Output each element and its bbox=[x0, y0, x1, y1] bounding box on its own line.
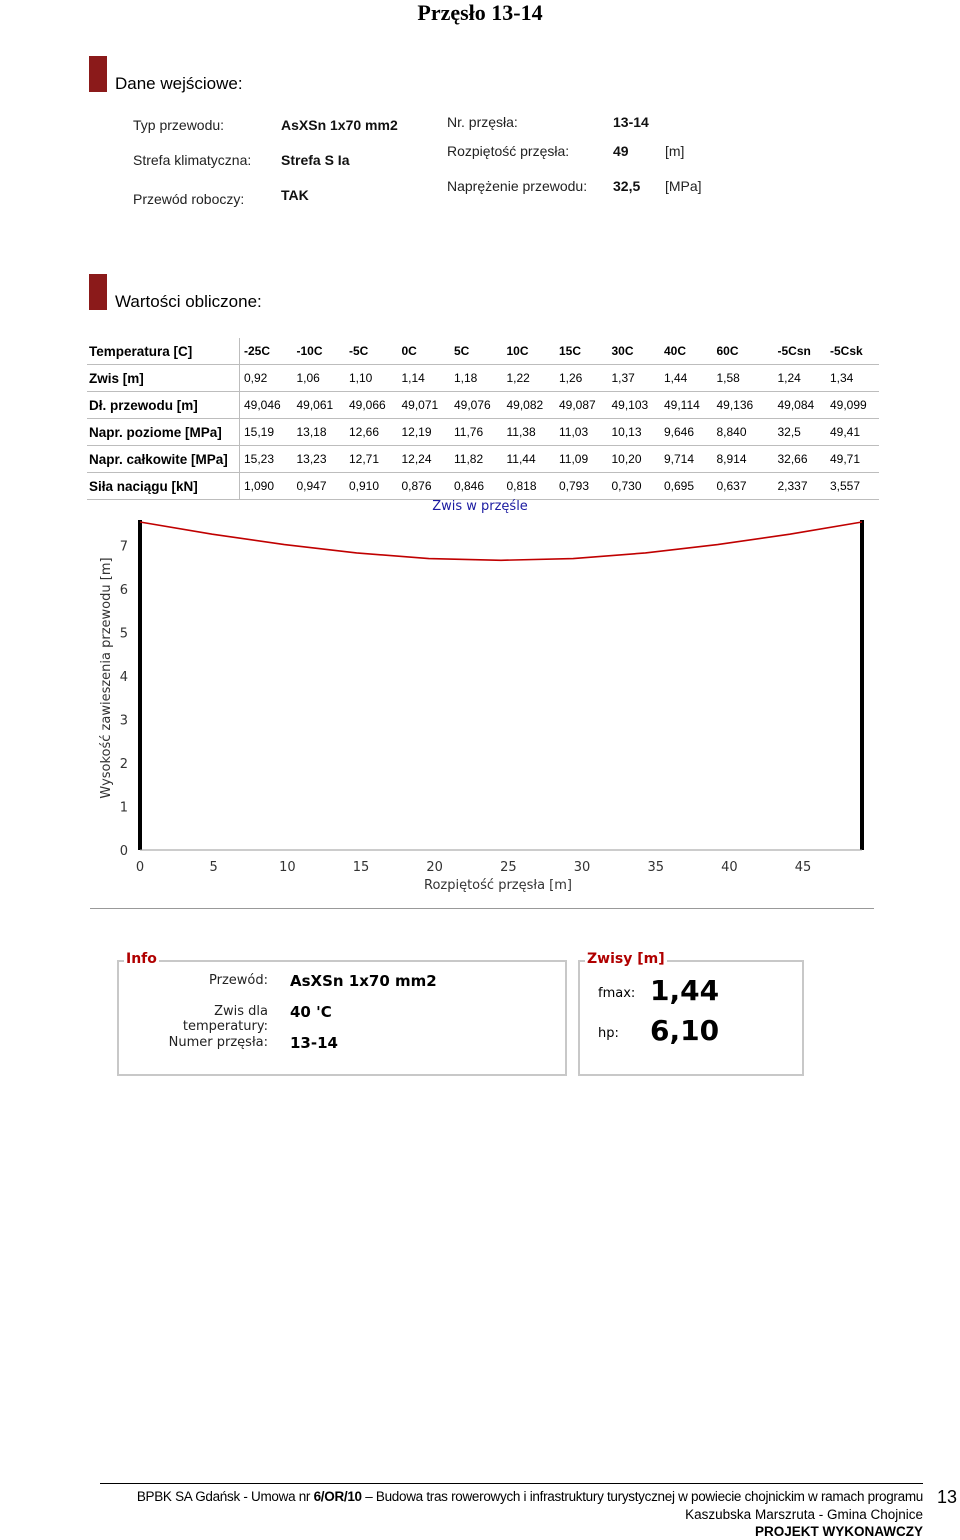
table-cell: 0,92 bbox=[240, 365, 293, 392]
table-cell: 32,5 bbox=[774, 419, 827, 446]
sag-box-legend: Zwisy [m] bbox=[587, 951, 665, 967]
table-cell: -10C bbox=[293, 338, 346, 365]
table-cell: 0C bbox=[398, 338, 451, 365]
table-cell: -5Csn bbox=[774, 338, 827, 365]
info-box-legend: Info bbox=[126, 951, 157, 967]
sag-chart bbox=[90, 492, 880, 902]
table-cell: 0,730 bbox=[608, 473, 661, 500]
table-cell: 49,076 bbox=[450, 392, 503, 419]
y-tick-label: 7 bbox=[119, 539, 128, 555]
table-cell: -5Csk bbox=[826, 338, 879, 365]
table-cell: 11,44 bbox=[503, 446, 556, 473]
table-cell: 1,24 bbox=[774, 365, 827, 392]
input-label-type: Typ przewodu: bbox=[133, 117, 225, 133]
hp-label: hp: bbox=[598, 1026, 619, 1041]
input-value-climate: Strefa S Ia bbox=[281, 152, 350, 168]
fmax-label: fmax: bbox=[598, 986, 636, 1001]
table-cell: 0,793 bbox=[555, 473, 608, 500]
input-value-span-length: 49 bbox=[613, 143, 629, 159]
table-cell: 15,19 bbox=[240, 419, 293, 446]
table-cell: 13,23 bbox=[293, 446, 346, 473]
section-input-title: Dane wejściowe: bbox=[115, 74, 243, 93]
table-row-label: Napr. całkowite [MPa] bbox=[87, 446, 240, 473]
chart-bottom-divider bbox=[90, 908, 874, 909]
table-cell: 32,66 bbox=[774, 446, 827, 473]
info-label-span: Numer przęsła: bbox=[168, 1035, 268, 1050]
table-cell: 1,26 bbox=[555, 365, 608, 392]
section-results-title: Wartości obliczone: bbox=[115, 292, 262, 311]
footer-line-3: PROJEKT WYKONAWCZY bbox=[754, 1524, 923, 1539]
table-cell: 0,637 bbox=[713, 473, 774, 500]
table-cell: -5C bbox=[345, 338, 398, 365]
table-cell: 60C bbox=[713, 338, 774, 365]
input-value-span-number: 13-14 bbox=[613, 114, 649, 130]
table-cell: 40C bbox=[660, 338, 713, 365]
table-cell: 1,14 bbox=[398, 365, 451, 392]
table-cell: -25C bbox=[240, 338, 293, 365]
table-row-label: Dł. przewodu [m] bbox=[87, 392, 240, 419]
info-value-span: 13-14 bbox=[290, 1034, 338, 1052]
page-number: 13 bbox=[937, 1487, 958, 1507]
page-title: Przęsło 13-14 bbox=[417, 0, 543, 25]
table-row bbox=[87, 365, 879, 392]
x-tick-label: 40 bbox=[721, 860, 738, 875]
table-row bbox=[87, 419, 879, 446]
table-cell: 13,18 bbox=[293, 419, 346, 446]
y-tick-label: 5 bbox=[119, 626, 128, 642]
table-cell: 1,22 bbox=[503, 365, 556, 392]
table-cell: 49,082 bbox=[503, 392, 556, 419]
x-tick-label: 15 bbox=[352, 860, 370, 875]
input-value-working: TAK bbox=[281, 187, 309, 203]
section-marker bbox=[89, 56, 107, 92]
table-cell: 0,876 bbox=[398, 473, 451, 500]
table-cell: 49,087 bbox=[555, 392, 608, 419]
chart-x-axis-label: Rozpiętość przęsła [m] bbox=[424, 878, 572, 893]
table-row bbox=[87, 392, 879, 419]
table-cell: 0,947 bbox=[293, 473, 346, 500]
y-tick-label: 6 bbox=[119, 583, 128, 598]
table-cell: 11,76 bbox=[450, 419, 503, 446]
table-cell: 49,071 bbox=[398, 392, 451, 419]
y-tick-label: 4 bbox=[119, 670, 128, 685]
table-row-label: Siła naciągu [kN] bbox=[87, 473, 240, 500]
table-cell: 15,23 bbox=[240, 446, 293, 473]
hp-value: 6,10 bbox=[650, 1014, 720, 1047]
table-cell: 12,71 bbox=[345, 446, 398, 473]
info-value-conductor: AsXSn 1x70 mm2 bbox=[290, 972, 437, 990]
table-cell: 12,19 bbox=[398, 419, 451, 446]
x-tick-label: 45 bbox=[794, 860, 812, 875]
x-tick-label: 35 bbox=[647, 860, 664, 875]
table-cell: 1,10 bbox=[345, 365, 398, 392]
footer-text-c: – Budowa tras rowerowych i infrastruktury turystycznej w powiecie chojnickim w ramach programu bbox=[361, 1489, 923, 1504]
table-cell: 0,695 bbox=[660, 473, 713, 500]
table-row-label: Temperatura [C] bbox=[87, 338, 240, 365]
y-tick-label: 0 bbox=[119, 844, 128, 859]
table-cell: 8,914 bbox=[713, 446, 774, 473]
table-row-label: Napr. poziome [MPa] bbox=[87, 419, 240, 446]
input-value-type: AsXSn 1x70 mm2 bbox=[281, 117, 398, 133]
x-tick-label: 25 bbox=[500, 860, 517, 875]
info-label-temperature: Zwis dla temperatury: bbox=[182, 1004, 268, 1034]
x-tick-label: 10 bbox=[279, 860, 296, 875]
results-table bbox=[87, 338, 879, 500]
table-cell: 5C bbox=[450, 338, 503, 365]
input-label-tension: Naprężenie przewodu: bbox=[447, 178, 588, 194]
table-cell: 1,090 bbox=[240, 473, 293, 500]
table-cell: 49,084 bbox=[774, 392, 827, 419]
input-unit-tension: [MPa] bbox=[665, 178, 702, 194]
input-label-climate: Strefa klimatyczna: bbox=[133, 152, 252, 168]
input-label-span-number: Nr. przęsła: bbox=[447, 114, 518, 130]
input-label-span-length: Rozpiętość przęsła: bbox=[447, 143, 570, 159]
table-cell: 9,646 bbox=[660, 419, 713, 446]
table-cell: 15C bbox=[555, 338, 608, 365]
table-cell: 49,103 bbox=[608, 392, 661, 419]
table-cell: 0,818 bbox=[503, 473, 556, 500]
chart-title: Zwis w przęśle bbox=[432, 499, 528, 514]
table-cell: 11,03 bbox=[555, 419, 608, 446]
input-label-working: Przewód roboczy: bbox=[133, 191, 245, 207]
table-cell: 9,714 bbox=[660, 446, 713, 473]
chart-y-axis-label: Wysokość zawieszenia przewodu [m] bbox=[99, 557, 114, 799]
table-cell: 10,13 bbox=[608, 419, 661, 446]
table-cell: 3,557 bbox=[826, 473, 879, 500]
table-cell: 49,71 bbox=[826, 446, 879, 473]
table-cell: 8,840 bbox=[713, 419, 774, 446]
x-tick-label: 5 bbox=[209, 860, 218, 875]
footer-contract-no: 6/OR/10 bbox=[313, 1489, 362, 1504]
x-tick-label: 20 bbox=[426, 860, 443, 875]
table-cell: 10,20 bbox=[608, 446, 661, 473]
table-cell: 49,061 bbox=[293, 392, 346, 419]
table-cell: 2,337 bbox=[774, 473, 827, 500]
table-cell: 49,099 bbox=[826, 392, 879, 419]
x-tick-label: 30 bbox=[573, 860, 591, 875]
table-cell: 1,44 bbox=[660, 365, 713, 392]
table-row bbox=[87, 338, 879, 365]
table-cell: 49,114 bbox=[660, 392, 713, 419]
table-cell: 49,136 bbox=[713, 392, 774, 419]
table-cell: 49,41 bbox=[826, 419, 879, 446]
table-cell: 0,846 bbox=[450, 473, 503, 500]
y-tick-label: 1 bbox=[119, 800, 128, 816]
table-cell: 1,18 bbox=[450, 365, 503, 392]
input-unit-span-length: [m] bbox=[665, 143, 685, 159]
table-cell: 12,24 bbox=[398, 446, 451, 473]
table-cell: 30C bbox=[608, 338, 661, 365]
table-cell: 11,82 bbox=[450, 446, 503, 473]
footer-line-1 bbox=[100, 1489, 923, 1504]
table-cell: 10C bbox=[503, 338, 556, 365]
footer-text-a: BPBK SA Gdańsk - Umowa nr bbox=[136, 1489, 314, 1504]
table-cell: 12,66 bbox=[345, 419, 398, 446]
fmax-value: 1,44 bbox=[650, 974, 720, 1007]
table-cell: 49,046 bbox=[240, 392, 293, 419]
y-tick-label: 3 bbox=[119, 713, 128, 729]
table-cell: 1,58 bbox=[713, 365, 774, 392]
table-cell: 0,910 bbox=[345, 473, 398, 500]
table-cell: 49,066 bbox=[345, 392, 398, 419]
section-marker bbox=[89, 274, 107, 310]
table-cell: 1,34 bbox=[826, 365, 879, 392]
y-tick-label: 2 bbox=[119, 757, 128, 772]
footer-rule bbox=[100, 1483, 923, 1484]
input-value-tension: 32,5 bbox=[613, 178, 641, 194]
footer-line-2: Kaszubska Marszruta - Gmina Chojnice bbox=[685, 1507, 923, 1522]
info-label-conductor: Przewód: bbox=[209, 973, 268, 988]
table-cell: 11,38 bbox=[503, 419, 556, 446]
table-row bbox=[87, 446, 879, 473]
x-tick-label: 0 bbox=[135, 860, 145, 875]
table-cell: 1,37 bbox=[608, 365, 661, 392]
info-value-temperature: 40 'C bbox=[290, 1003, 332, 1021]
sag-curve bbox=[140, 522, 862, 560]
table-cell: 1,06 bbox=[293, 365, 346, 392]
table-row-label: Zwis [m] bbox=[87, 365, 240, 392]
table-cell: 11,09 bbox=[555, 446, 608, 473]
